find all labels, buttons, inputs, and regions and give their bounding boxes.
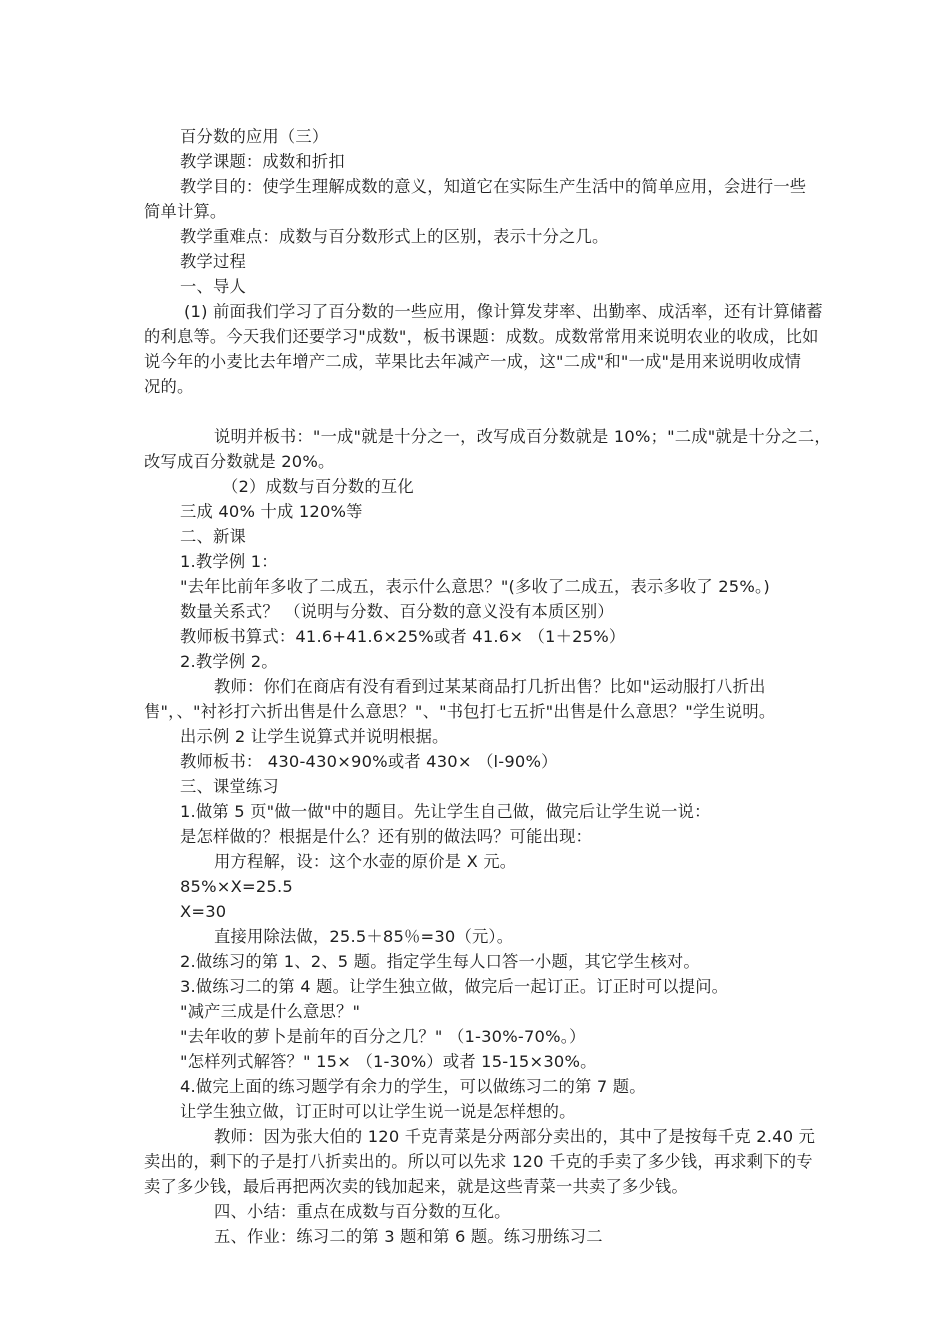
paragraph-line: "怎样列式解答？" 15× （1-30%）或者 15-15×30%。	[180, 1052, 597, 1071]
paragraph-line: 1.教学例 1：	[180, 552, 278, 571]
paragraph-line: "去年收的萝卜是前年的百分之几？" （1-30%-70%。）	[180, 1027, 586, 1046]
paragraph-line: (1) 前面我们学习了百分数的一些应用，像计算发芽率、出勤率、成活率，还有计算储蓄	[184, 302, 823, 321]
paragraph-line: 简单计算。	[144, 202, 227, 221]
paragraph-line: "减产三成是什么意思？"	[180, 1002, 361, 1021]
paragraph-line: 85%×X=25.5	[180, 877, 293, 896]
subsection-heading: （2）成数与百分数的互化	[222, 477, 414, 496]
paragraph-line: 三成 40% 十成 120%等	[180, 502, 363, 521]
paragraph-line: X=30	[180, 902, 227, 921]
paragraph-line: 卖了多少钱，最后再把两次卖的钱加起来，就是这些青菜一共卖了多少钱。	[144, 1177, 688, 1196]
paragraph-line: 直接用除法做，25.5＋85％=30（元）。	[214, 927, 514, 946]
paragraph-line: 况的。	[144, 377, 194, 396]
paragraph-line: 4.做完上面的练习题学有余力的学生，可以做练习二的第 7 题。	[180, 1077, 646, 1096]
paragraph-line: "去年比前年多收了二成五，表示什么意思？"(多收了二成五，表示多收了 25%。)	[180, 577, 770, 596]
paragraph-line: 说今年的小麦比去年增产二成，苹果比去年减产一成，这"二成"和"一成"是用来说明收成情	[144, 352, 802, 371]
paragraph-line: 2.做练习的第 1、2、5 题。指定学生每人口答一小题，其它学生核对。	[180, 952, 700, 971]
document-title: 百分数的应用（三）	[180, 127, 329, 146]
section-heading: 教学过程	[180, 252, 246, 271]
paragraph-line: 教学重难点：成数与百分数形式上的区别，表示十分之几。	[180, 227, 609, 246]
lesson-topic: 教学课题：成数和折扣	[180, 152, 345, 171]
paragraph-line: 说明并板书："一成"就是十分之一，改写成百分数就是 10%；"二成"就是十分之二，	[214, 427, 831, 446]
paragraph-line: 卖出的，剩下的子是打八折卖出的。所以可以先求 120 千克的手卖了多少钱，再求剩下的专	[144, 1152, 813, 1171]
paragraph-line: 1.做第 5 页"做一做"中的题目。先让学生自己做，做完后让学生说一说：	[180, 802, 711, 821]
section-heading: 三、课堂练习	[180, 777, 279, 796]
section-heading: 二、新课	[180, 527, 246, 546]
paragraph-line: 出示例 2 让学生说算式并说明根据。	[180, 727, 449, 746]
paragraph-line: 售"，、"衬衫打六折出售是什么意思？"、"书包打七五折"出售是什么意思？"学生说明。	[144, 702, 776, 721]
paragraph-line: 教学目的：使学生理解成数的意义，知道它在实际生产生活中的简单应用，会进行一些	[180, 177, 807, 196]
paragraph-line: 教师板书： 430-430×90%或者 430× （l-90%）	[180, 752, 558, 771]
section-heading: 一、导人	[180, 277, 246, 296]
paragraph-line: 的利息等。今天我们还要学习"成数"，板书课题：成数。成数常常用来说明农业的收成，比如	[144, 327, 819, 346]
paragraph-line: 2.教学例 2。	[180, 652, 278, 671]
paragraph-line: 3.做练习二的第 4 题。让学生独立做，做完后一起订正。订正时可以提问。	[180, 977, 729, 996]
paragraph-line: 是怎样做的？根据是什么？还有别的做法吗？可能出现：	[180, 827, 593, 846]
paragraph-line: 用方程解，设：这个水壶的原价是 X 元。	[214, 852, 517, 871]
paragraph-line: 教师板书算式：41.6+41.6×25%或者 41.6× （1＋25%）	[180, 627, 626, 646]
section-heading: 五、作业：练习二的第 3 题和第 6 题。练习册练习二	[214, 1227, 603, 1246]
section-heading: 四、小结：重点在成数与百分数的互化。	[214, 1202, 511, 1221]
paragraph-line: 数量关系式？ （说明与分数、百分数的意义没有本质区别）	[180, 602, 614, 621]
paragraph-line: 教师：你们在商店有没有看到过某某商品打几折出售？比如"运动服打八折出	[214, 677, 766, 696]
paragraph-line: 改写成百分数就是 20%。	[144, 452, 335, 471]
paragraph-line: 让学生独立做，订正时可以让学生说一说是怎样想的。	[180, 1102, 576, 1121]
paragraph-line: 教师：因为张大伯的 120 千克青菜是分两部分卖出的，其中了是按每千克 2.40 元	[214, 1127, 816, 1146]
